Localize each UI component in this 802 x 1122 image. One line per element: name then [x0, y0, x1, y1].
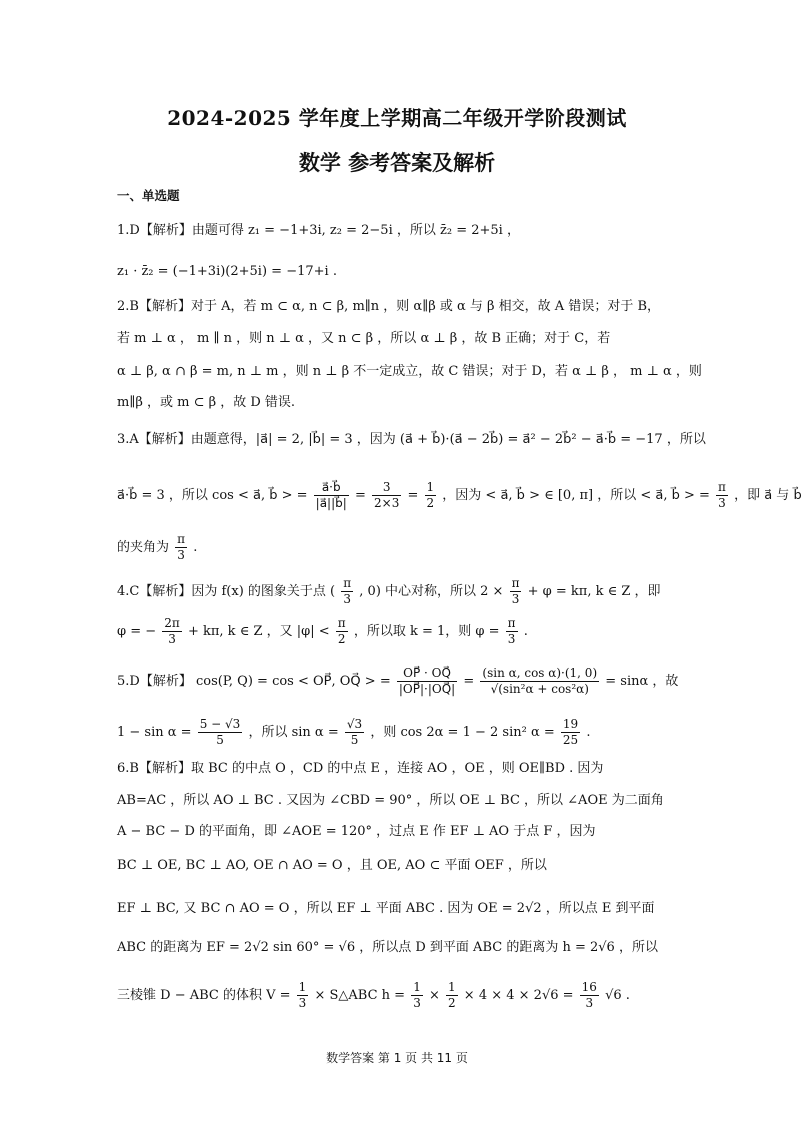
- frac-num: 5 − √3: [199, 717, 241, 731]
- q4-text-b: , 0) 中心对称，所以 2 ×: [359, 584, 504, 599]
- q6-line1: 6.B【解析】取 BC 的中点 O ，CD 的中点 E ，连接 AO ，OE ，则 OE∥BD . 因为: [117, 761, 604, 776]
- frac-den: 25: [562, 733, 579, 747]
- q4-text-g: .: [523, 624, 528, 639]
- section-heading: 一、单选题: [117, 188, 180, 203]
- page-title: 2024-2025 学年度上学期高二年级开学阶段测试: [167, 106, 627, 130]
- q3-fraction-1: [314, 480, 349, 511]
- q5-text-f: ，则 cos 2α = 1 − 2 sin² α =: [370, 725, 555, 740]
- q1-line2: z₁ · z̄₂ = (−1+3i)(2+5i) = −17+i .: [117, 264, 337, 279]
- q6-line4: BC ⊥ OE, BC ⊥ AO, OE ∩ AO = O ，且 OE, AO ⊂ 平面 OEF ，所以: [117, 858, 547, 873]
- frac-num: 1: [298, 980, 307, 994]
- q5-text-c: = sinα ，故: [605, 674, 679, 689]
- frac-den: 3: [168, 632, 176, 646]
- q3-text-f: 的夹角为: [117, 540, 170, 555]
- q4-fraction-1: [341, 576, 353, 607]
- q5-text-a: 5.D【解析】 cos(P, Q) = cos < OP⃗, OQ⃗ > =: [117, 674, 391, 689]
- q3-fraction-3: [425, 480, 437, 511]
- q4-fraction-4: [336, 616, 348, 647]
- frac-num: π: [343, 576, 352, 590]
- q5-fraction-5: [561, 717, 580, 748]
- q2-line2: 若 m ⊥ α ， m ∥ n ，则 n ⊥ α ，又 n ⊂ β ，所以 α ⊥ β ，故 B 正确；对于 C，若: [117, 331, 611, 346]
- q5-text-b: =: [463, 674, 475, 689]
- q3-text-b: =: [354, 488, 366, 503]
- frac-den: 2: [337, 632, 346, 646]
- q4-text-e: + kπ, k ∈ Z ，又 |φ| <: [187, 624, 330, 639]
- frac-num: a⃗·b⃗: [314, 480, 349, 496]
- q6-fraction-1: [297, 980, 309, 1011]
- q3-text-c: =: [407, 488, 419, 503]
- frac-num: π: [718, 480, 726, 494]
- q3-fraction-5: [175, 532, 187, 563]
- q1-line1: 1.D【解析】由题可得 z₁ = −1+3i, z₂ = 2−5i ，所以 z̄₂ = 2+5i ，: [117, 223, 520, 238]
- q3-line1: 3.A【解析】由题意得，|a⃗| = 2, |b⃗| = 3 ，因为 (a⃗ + b⃗)·(a⃗ − 2b⃗) = a⃗² − 2b⃗² − a⃗·b⃗ = −17 ，所以: [117, 432, 706, 447]
- q5-text-d: 1 − sin α =: [117, 725, 192, 740]
- q5-line1: [117, 666, 678, 697]
- frac-num: 2π: [164, 616, 180, 630]
- frac-num: π: [511, 576, 520, 590]
- frac-num: OP⃗ · OQ⃗: [397, 666, 457, 682]
- q3-fraction-4: [716, 480, 728, 511]
- q6-line2: AB=AC ，所以 AO ⊥ BC . 又因为 ∠CBD = 90° ，所以 OE ⊥ BC ，所以 ∠AOE 为二面角: [117, 793, 664, 808]
- q6-fraction-4: [580, 980, 599, 1011]
- frac-den: 3: [413, 996, 421, 1010]
- page-subtitle: 数学 参考答案及解析: [298, 150, 496, 175]
- frac-den: 3: [177, 548, 185, 562]
- q5-text-g: .: [586, 725, 591, 740]
- frac-num: 16: [581, 980, 597, 994]
- q2-line1: 2.B【解析】对于 A，若 m ⊂ α, n ⊂ β, m∥n ，则 α∥β 或 α 与 β 相交，故 A 错误；对于 B，: [117, 299, 661, 314]
- q6-text-d: × 4 × 4 × 2√6 =: [463, 988, 574, 1003]
- q6-text-e: √6 .: [605, 988, 630, 1003]
- q4-fraction-5: [506, 616, 518, 647]
- q6-text-a: 三棱锥 D − ABC 的体积 V =: [117, 988, 291, 1003]
- q5-fraction-3: [198, 717, 243, 748]
- q5-fraction-2: [480, 666, 599, 697]
- q4-fraction-3: [162, 616, 182, 647]
- q6-line3: A − BC − D 的平面角，即 ∠AOE = 120° ，过点 E 作 EF ⊥ AO 于点 F ，因为: [117, 824, 596, 839]
- q4-line1: [117, 576, 661, 607]
- q2-line4: m∥β ，或 m ⊂ β ，故 D 错误.: [117, 395, 296, 410]
- q4-text-d: φ = −: [117, 624, 157, 639]
- q3-text-g: .: [193, 540, 198, 555]
- frac-den: 3: [298, 996, 307, 1010]
- frac-num: 3: [372, 480, 401, 496]
- frac-den: |a⃗||b⃗|: [315, 496, 347, 510]
- q3-line2: [117, 480, 802, 511]
- frac-num: 1: [426, 480, 435, 494]
- q6-line5: EF ⊥ BC, 又 BC ∩ AO = O ，所以 EF ⊥ 平面 ABC . 因为 OE = 2√2 ，所以点 E 到平面: [117, 901, 655, 916]
- frac-den: √(sin²α + cos²α): [490, 682, 589, 696]
- frac-num: π: [177, 532, 186, 546]
- q5-line2: [117, 717, 590, 748]
- q3-line3: [117, 532, 197, 563]
- q6-line6: ABC 的距离为 EF = 2√2 sin 60° = √6 ，所以点 D 到平面 ABC 的距离为 h = 2√6 ，所以: [117, 940, 658, 955]
- frac-num: 1: [448, 980, 456, 994]
- q3-text-e: ，即 a⃗ 与 b⃗: [734, 488, 802, 503]
- frac-den: 3: [507, 632, 516, 646]
- q6-fraction-3: [446, 980, 458, 1011]
- q6-fraction-2: [411, 980, 423, 1011]
- frac-den: 3: [511, 592, 520, 606]
- frac-den: 3: [343, 592, 352, 606]
- q4-line2: [117, 616, 528, 647]
- q4-text-c: + φ = kπ, k ∈ Z ，即: [527, 584, 661, 599]
- q4-text-f: ，所以取 k = 1，则 φ =: [353, 624, 500, 639]
- frac-den: 5: [350, 733, 359, 747]
- q3-text-a: a⃗·b⃗ = 3 ，所以 cos < a⃗, b⃗ > =: [117, 488, 308, 503]
- q3-fraction-2: [372, 480, 401, 511]
- frac-num: 1: [413, 980, 421, 994]
- frac-den: 3: [585, 996, 594, 1010]
- frac-den: 2×3: [374, 496, 400, 510]
- frac-den: |OP⃗|·|OQ⃗|: [398, 682, 456, 696]
- frac-num: (sin α, cos α)·(1, 0): [482, 666, 598, 680]
- frac-num: 19: [562, 717, 579, 731]
- frac-den: 3: [718, 496, 726, 510]
- q5-fraction-1: [397, 666, 457, 697]
- q5-text-e: ，所以 sin α =: [248, 725, 339, 740]
- q6-text-b: × S△ABC h =: [314, 988, 406, 1003]
- q2-line3: α ⊥ β, α ∩ β = m, n ⊥ m ，则 n ⊥ β 不一定成立，故 C 错误；对于 D，若 α ⊥ β ， m ⊥ α ，则: [117, 364, 702, 379]
- q6-line7: [117, 980, 630, 1011]
- frac-num: π: [337, 616, 346, 630]
- frac-num: √3: [346, 717, 363, 731]
- q4-fraction-2: [510, 576, 522, 607]
- frac-den: 2: [426, 496, 435, 510]
- frac-den: 5: [216, 733, 224, 747]
- q3-text-d: ，因为 < a⃗, b⃗ > ∈ [0, π] ，所以 < a⃗, b⃗ > =: [442, 488, 710, 503]
- frac-num: π: [507, 616, 516, 630]
- q6-text-c: ×: [428, 988, 440, 1003]
- q4-text-a: 4.C【解析】因为 f(x) 的图象关于点 (: [117, 584, 336, 599]
- q5-fraction-4: [345, 717, 364, 748]
- page-footer: 数学答案 第 1 页 共 11 页: [326, 1051, 468, 1065]
- frac-den: 2: [448, 996, 456, 1010]
